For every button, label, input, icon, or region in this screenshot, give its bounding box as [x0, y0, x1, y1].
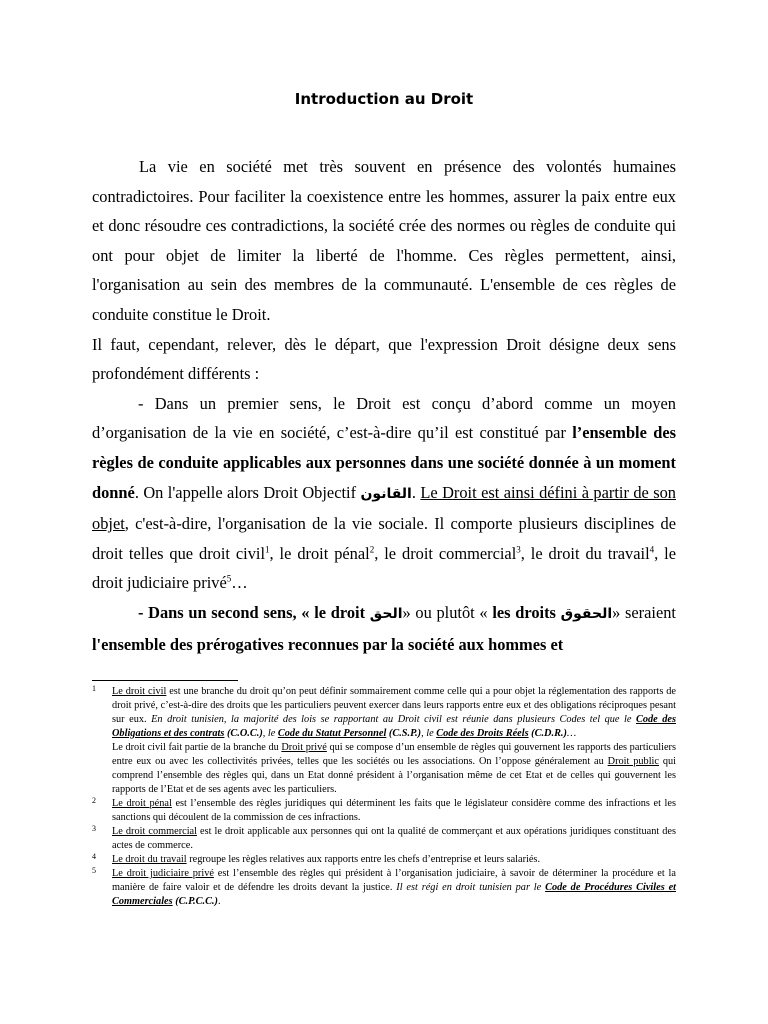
term-droit-public: Droit public	[607, 756, 659, 767]
footnote-ref-2[interactable]: 2	[369, 544, 375, 555]
footnote-italic: , le	[421, 728, 437, 739]
footnote-1-continuation	[112, 741, 676, 797]
first-sense-object-definition: Le Droit est ainsi défini à partir de son objet	[92, 482, 676, 534]
code-cdr-abbr: (C.D.R.)	[528, 728, 567, 739]
arabic-term-qanoun: القانون	[360, 485, 412, 502]
code-coc-abbr: (C.O.C.)	[224, 728, 263, 739]
arabic-term-houqouq: الحقوق	[560, 605, 613, 622]
footnote-text: est le droit applicable aux personnes qui ont la qualité de commerçant et aux opérations juridiques constituant des actes de commerce.	[112, 826, 676, 851]
footnote-text: est l’ensemble des règles qui président à l’organisation judiciaire, à savoir de déterminer la procédure et la manière de faire valoir et de défendre les droits devant la justice.	[112, 868, 676, 893]
code-coc: Code des Obligations et des contrats	[112, 714, 676, 739]
footnote-italic: En droit tunisien, la majorité des lois se rapportant au Droit civil est réunie dans plusieurs Codes tel que le	[151, 714, 636, 725]
footnote-end: .	[217, 896, 221, 907]
paragraph-intro-conclusion: L'ensemble de ces règles de conduite constitue le Droit.	[92, 275, 676, 324]
footnote-number: 5	[92, 866, 96, 875]
footnote-text: Le droit civil fait partie de la branche du	[112, 742, 282, 753]
footnote-term: Le droit pénal	[112, 798, 172, 809]
footnote-ref-4[interactable]: 4	[649, 544, 655, 555]
paragraph-two-senses: Il faut, cependant, relever, dès le départ, que l'expression Droit désigne deux sens profondément différents :	[92, 334, 676, 384]
footnote-text: est l’ensemble des règles juridiques qui déterminent les faits que le législateur considère comme des infractions et les sanctions qui découlent de la commission de ces infractions.	[112, 798, 676, 823]
footnotes	[92, 685, 676, 909]
footnote-term: Le droit civil	[112, 686, 167, 697]
paragraph-intro	[92, 152, 676, 330]
paragraph-second-sense	[92, 598, 676, 659]
footnote-number: 4	[92, 852, 96, 861]
footnote-text: qui comprend l’ensemble des règles qui, dans un Etat donné président à l’organisation même de cet Etat et de celles qui gouvernent les rapports de l’Etat et de ses agents avec les particuliers.	[112, 756, 677, 795]
footnote-separator	[92, 680, 238, 681]
footnote-3	[92, 825, 676, 853]
code-cdr: Code des Droits Réels	[436, 728, 529, 739]
first-sense-definition: l’ensemble des règles de conduite applicables aux personnes dans une société donnée à un moment donné	[92, 423, 676, 502]
text-droit-judiciaire: , le droit judiciaire privé	[92, 543, 676, 593]
footnote-italic: Il est régi en droit tunisien par le	[396, 882, 546, 893]
footnote-text: regroupe les règles relatives aux rapports entre les chefs d’entreprise et leurs salariés.	[186, 854, 541, 865]
body-text	[92, 152, 676, 659]
second-sense-le-droit: le droit	[309, 602, 370, 622]
second-sense-intro: - Dans un second sens, «	[138, 602, 310, 622]
second-sense-seraient: » seraient	[612, 602, 676, 622]
footnote-term: Le droit du travail	[112, 854, 187, 865]
term-droit-prive: Droit privé	[281, 742, 327, 753]
footnote-2	[92, 797, 676, 825]
code-cpcc-abbr: (C.P.C.C.)	[172, 896, 218, 907]
footnote-ref-1[interactable]: 1	[265, 544, 270, 555]
second-sense-les-droits: les droits	[487, 602, 561, 622]
footnote-1	[92, 685, 676, 797]
ellipsis: …	[231, 573, 248, 593]
footnote-ref-5[interactable]: 5	[226, 573, 232, 584]
footnote-number: 2	[92, 796, 96, 805]
text-droit-penal: , le droit pénal	[269, 543, 370, 563]
footnote-4	[92, 853, 676, 867]
second-sense-definition: l'ensemble des prérogatives reconnues par la société aux hommes et	[92, 634, 564, 654]
text-droit-commercial: , le droit commercial	[374, 543, 517, 563]
text-droit-travail: , le droit du travail	[520, 543, 650, 563]
footnote-italic: , le	[262, 728, 278, 739]
second-sense-ou-plutot: » ou plutôt «	[402, 602, 488, 622]
first-sense-text: - Dans un premier sens, le Droit est conçu d’abord comme un moyen d’organisation de la vie en société, c’est-à-dire qu’il est constitué par	[92, 393, 676, 443]
footnote-text: qui se compose d’un ensemble de règles qui gouvernent les rapports des particuliers entre eux ou avec les collectivités privées, telles que les sociétés ou les associations. On l’oppose généralement au	[112, 742, 676, 767]
first-sense-objective: . On l'appelle alors Droit Objectif	[134, 482, 361, 502]
page-title: Introduction au Droit	[294, 90, 474, 108]
first-sense-disciplines: , c'est-à-dire, l'organisation de la vie sociale. Il comporte plusieurs disciplines de droit telles que droit civil	[92, 514, 676, 563]
footnote-italic: …	[566, 728, 577, 739]
footnote-number: 3	[92, 824, 96, 833]
footnote-number: 1	[92, 684, 96, 693]
footnote-text: est une branche du droit qu’on peut définir sommairement comme celle qui a pour objet la réglementation des rapports de droit privé, c’est-à-dire des droits que les particuliers peuvent exercer dans leurs rapports entre eux et des obligations réciproques pesant sur eux.	[112, 686, 676, 725]
footnote-5	[92, 867, 676, 909]
paragraph-first-sense	[92, 389, 676, 598]
paragraph-intro-text: La vie en société met très souvent en présence des volontés humaines contradictoires. Pour faciliter la coexistence entre les hommes, assurer la paix entre eux et donc résoudre ces contradictions, la société crée des normes ou règles de conduite qui ont pour objet de limiter la liberté de l'homme. Ces règles permettent, ainsi, l'organisation au sein des membres de la communauté.	[92, 157, 676, 295]
arabic-term-haq: الحق	[369, 605, 403, 622]
code-csp: Code du Statut Personnel	[277, 728, 387, 739]
code-cpcc: Code de Procédures Civiles et Commerciales	[112, 882, 677, 907]
code-csp-abbr: (C.S.P.)	[386, 728, 422, 739]
footnote-ref-3[interactable]: 3	[516, 544, 521, 555]
first-sense-period: .	[411, 482, 421, 502]
footnote-term: Le droit judiciaire privé	[112, 868, 214, 879]
footnote-term: Le droit commercial	[112, 826, 197, 837]
